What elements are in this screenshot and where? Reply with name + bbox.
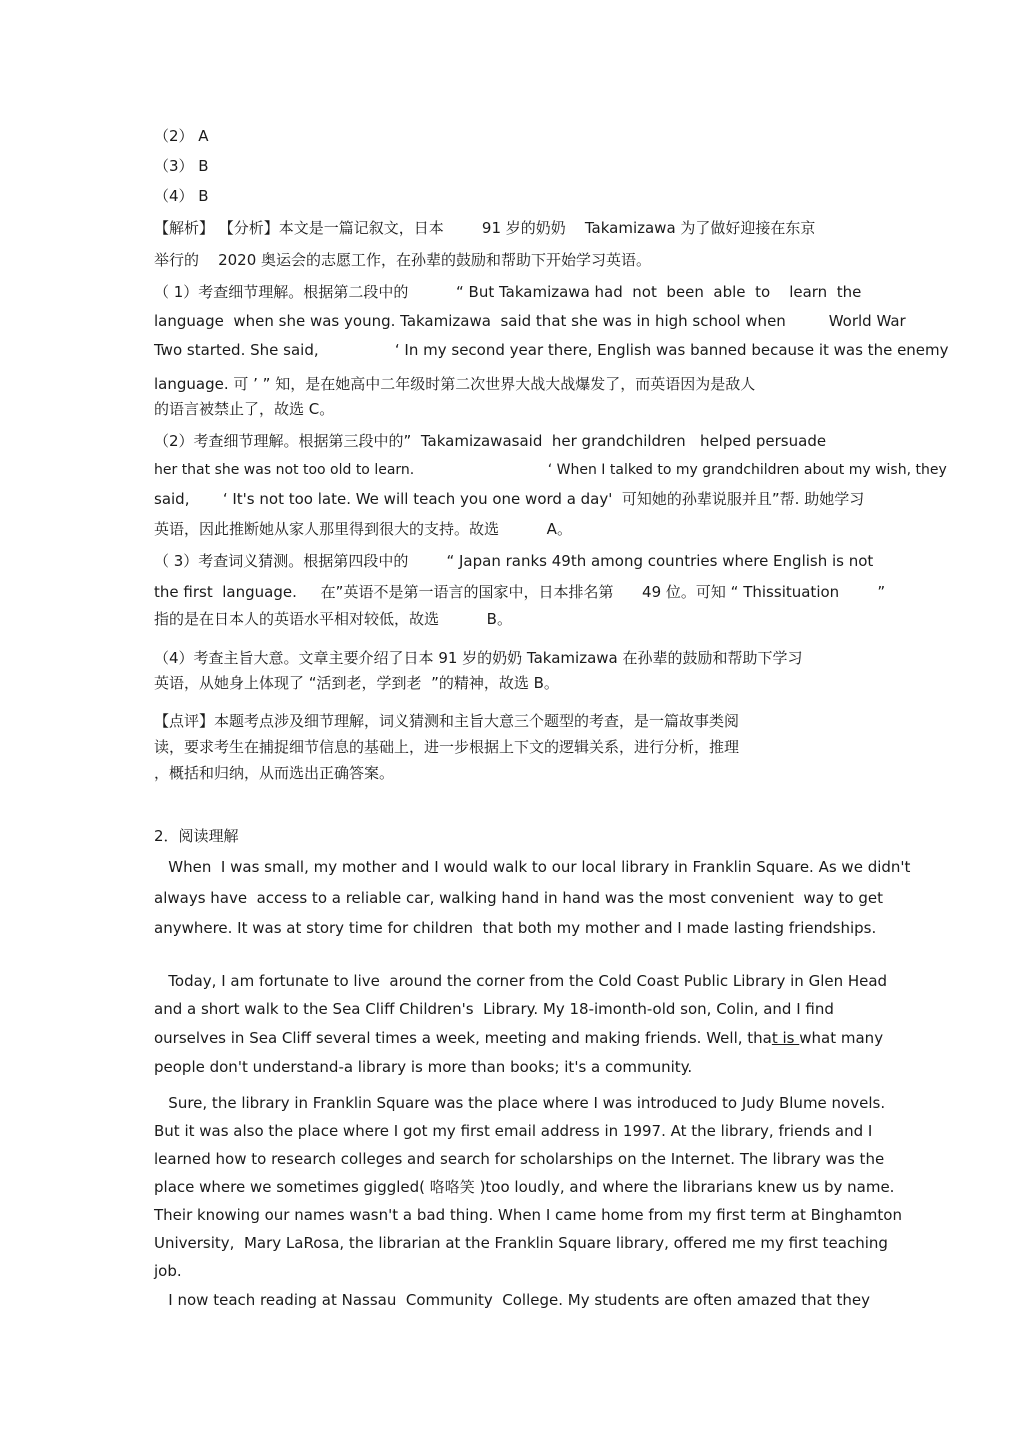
passage-line: When I was small, my mother and I would walk to our local library in Franklin Square. As we didn't [154, 858, 911, 876]
underlined-phrase: t is [771, 1029, 800, 1047]
q4-line: （4）考查主旨大意。文章主要介绍了日本 91 岁的奶奶 Takamizawa 在孙辈的鼓励和帮助下学习 [154, 649, 803, 667]
q1-line: （ 1）考查细节理解。根据第二段中的 “ But Takamizawa had not been able to learn the [154, 283, 862, 301]
passage-line: Sure, the library in Franklin Square was the place where I was introduced to Judy Blume novels. [154, 1094, 886, 1112]
answer-2: （2） A [154, 127, 209, 145]
passage-line: always have access to a reliable car, walking hand in hand was the most convenient way to get [154, 889, 883, 907]
analysis-line: 举行的 2020 奥运会的志愿工作，在孙辈的鼓励和帮助下开始学习英语。 [154, 251, 652, 269]
comment-line: 读，要求考生在捕捉细节信息的基础上，进一步根据上下文的逻辑关系，进行分析，推理 [154, 738, 740, 756]
passage-line: Their knowing our names wasn't a bad thing. When I came home from my first term at Binghamton [154, 1206, 902, 1224]
passage-text: what many [799, 1029, 884, 1047]
q1-line: language. 可 ’ ” 知，是在她高中二年级时第二次世界大战大战爆发了，而英语因为是敌人 [154, 375, 756, 393]
q2-line: （2）考查细节理解。根据第三段中的” Takamizawasaid her grandchildren helped persuade [154, 432, 827, 450]
passage-line: I now teach reading at Nassau Community College. My students are often amazed that they [154, 1291, 870, 1309]
passage-line: people don't understand-a library is more than books; it's a community. [154, 1058, 693, 1076]
passage-line: job. [154, 1262, 182, 1280]
passage-line: learned how to research colleges and search for scholarships on the Internet. The library was the [154, 1150, 885, 1168]
passage-line: Today, I am fortunate to live around the corner from the Cold Coast Public Library in Glen Head [154, 972, 888, 990]
passage-line [154, 1028, 883, 1048]
comment-line: ，概括和归纳，从而选出正确答案。 [154, 764, 395, 782]
q2-line: said, ‘ It's not too late. We will teach you one word a day' 可知她的孙辈说服并且”帮. 助她学习 [154, 490, 865, 508]
answer-4: （4） B [154, 187, 209, 205]
q3-line: （ 3）考查词义猜测。根据第四段中的 “ Japan ranks 49th among countries where English is not [154, 552, 874, 570]
q1-line: Two started. She said, ‘ In my second year there, English was banned because it was the enemy [154, 341, 949, 359]
q1-line: 的语言被禁止了，故选 C。 [154, 400, 335, 418]
passage-line: But it was also the place where I got my first email address in 1997. At the library, friends and I [154, 1122, 873, 1140]
q4-line: 英语，从她身上体现了 “活到老，学到老 ”的精神，故选 B。 [154, 674, 559, 692]
passage-text: ourselves in Sea Cliff several times a week, meeting and making friends. Well, tha [154, 1029, 772, 1047]
q3-line: the first language. 在”英语不是第一语言的国家中，日本排名第 49 位。可知 “ Thissituation ” [154, 583, 886, 601]
passage-line: University, Mary LaRosa, the librarian at the Franklin Square library, offered me my first teaching [154, 1234, 888, 1252]
q3-line: 指的是在日本人的英语水平相对较低，故选 B。 [154, 610, 512, 628]
passage-line: anywhere. It was at story time for children that both my mother and I made lasting friendships. [154, 919, 877, 937]
passage-line: place where we sometimes giggled( 咯咯笑 )too loudly, and where the librarians knew us by name. [154, 1178, 895, 1196]
section-heading: 2．阅读理解 [154, 827, 239, 845]
passage-line: and a short walk to the Sea Cliff Children's Library. My 18-imonth-old son, Colin, and I find [154, 1000, 834, 1018]
analysis-line: 【解析】 【分析】本文是一篇记叙文，日本 91 岁的奶奶 Takamizawa 为了做好迎接在东京 [154, 219, 816, 237]
q2-line: her that she was not too old to learn. ‘ When I talked to my grandchildren about my wish, they [154, 462, 947, 478]
q1-line: language when she was young. Takamizawa said that she was in high school when World War [154, 312, 906, 330]
comment-line: 【点评】本题考点涉及细节理解，词义猜测和主旨大意三个题型的考查，是一篇故事类阅 [154, 712, 740, 730]
answer-3: （3） B [154, 157, 209, 175]
q2-line: 英语，因此推断她从家人那里得到很大的支持。故选 A。 [154, 520, 572, 538]
